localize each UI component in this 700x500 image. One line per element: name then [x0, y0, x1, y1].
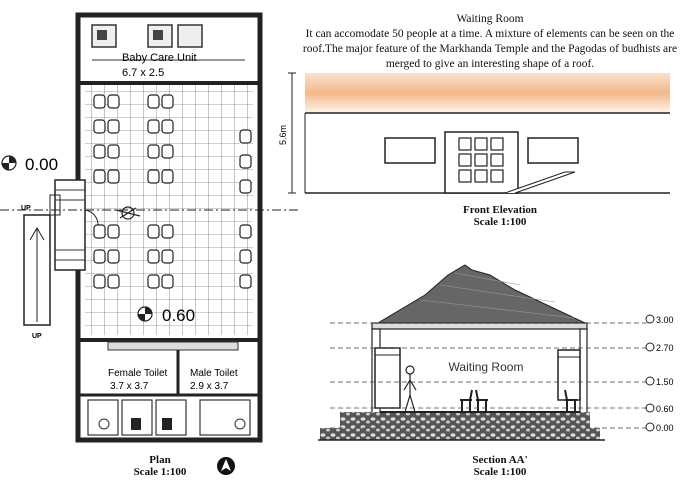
section-level-1-50: 1.50: [656, 377, 674, 387]
section-foundation: [320, 428, 600, 440]
description-body: It can accomodate 50 people at a time. A mixture of elements can be seen on the roof.The major feature of the Markhanda Temple and the Pagodas of budhists are merged to give an interesting shape of a roof.: [302, 28, 678, 70]
female-toilet-label: Female Toilet: [108, 368, 168, 379]
section-level-3-00: 3.00: [656, 315, 674, 325]
stair-up-label-lower: UP: [32, 333, 42, 340]
front-elevation-drawing: [288, 73, 670, 193]
section-caption-title: Section AA': [472, 454, 528, 466]
section-level-2-70: 2.70: [656, 343, 674, 353]
female-toilet-size: 3.7 x 3.7: [110, 381, 149, 392]
section-level-0-00: 0.00: [656, 423, 674, 433]
baby-care-label: Baby Care Unit: [122, 52, 197, 64]
male-toilet-label: Male Toilet: [190, 368, 238, 379]
section-drawing: [318, 265, 654, 440]
entry-level-label: 0.00: [25, 155, 59, 174]
level-marker-entry: [2, 156, 16, 170]
elevation-caption-title: Front Elevation: [462, 204, 538, 216]
elevation-roof-band: [305, 73, 670, 113]
level-marker-floor: [138, 307, 152, 321]
elevation-height-dimension: 5.6m: [278, 124, 288, 146]
section-caption: [445, 454, 555, 478]
stair-up-label-upper: UP: [21, 205, 31, 212]
description-title: Waiting Room: [456, 13, 524, 25]
plan-caption-scale: Scale 1:100: [133, 466, 187, 478]
section-room-label: Waiting Room: [448, 360, 524, 374]
section-caption-scale: Scale 1:100: [473, 466, 527, 478]
plan-caption-title: Plan: [149, 454, 171, 466]
baby-care-size: 6.7 x 2.5: [122, 67, 165, 79]
male-toilet-size: 2.9 x 3.7: [190, 381, 229, 392]
elevation-caption-scale: Scale 1:100: [473, 216, 527, 228]
plan-caption: [120, 454, 200, 478]
north-arrow-icon: [217, 457, 235, 475]
floor-level-label: 0.60: [162, 306, 196, 325]
section-level-0-60: 0.60: [656, 404, 674, 414]
elevation-caption: [440, 204, 560, 228]
